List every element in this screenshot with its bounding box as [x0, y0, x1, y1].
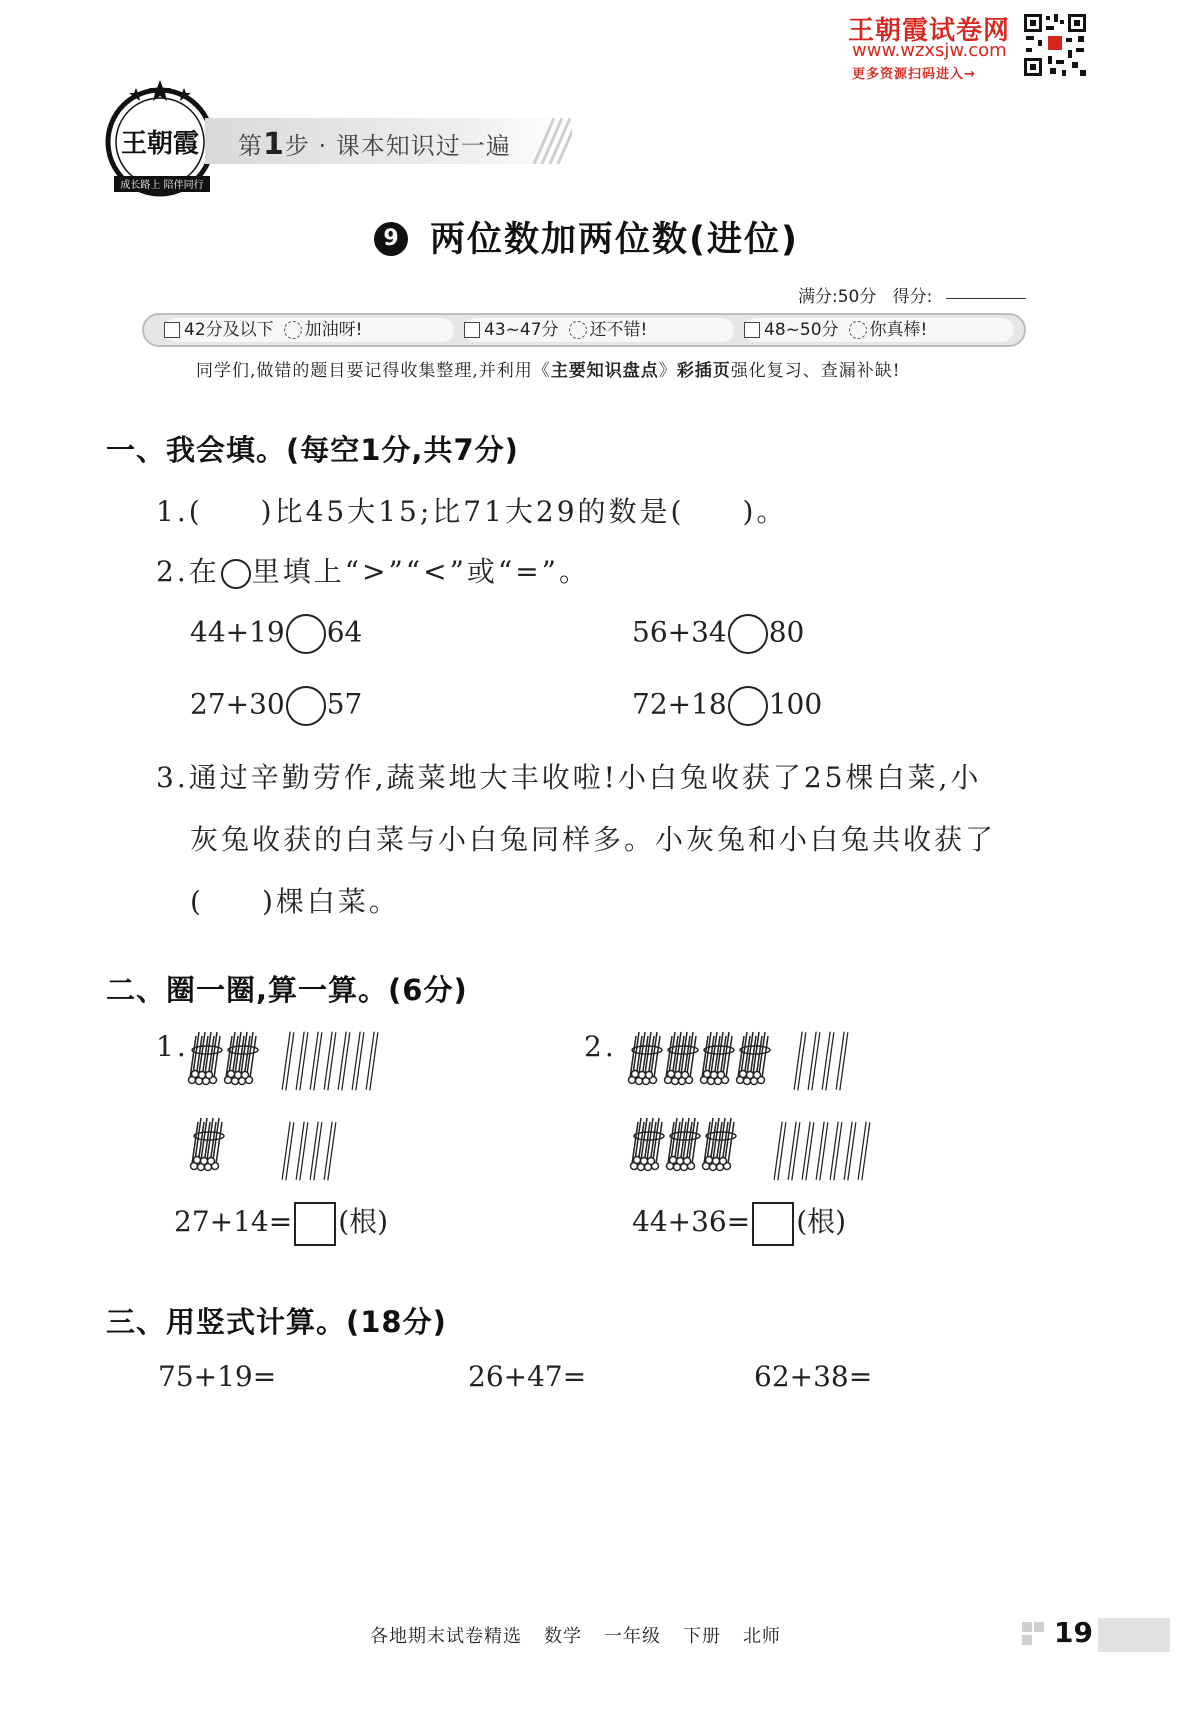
svg-text:王朝霞: 王朝霞 [120, 129, 200, 159]
page-title: 两位数加两位数(进位) [430, 220, 799, 260]
smiley-icon [569, 321, 587, 339]
score-input[interactable] [946, 298, 1026, 299]
section-3-heading: 三、用竖式计算。(18分) [106, 1305, 447, 1339]
rating-item: 42分及以下 加油呀! [164, 318, 454, 342]
answer-box[interactable] [752, 1202, 794, 1246]
question-1-3-line3: ( )棵白菜。 [190, 885, 400, 918]
stick-bundles-1 [186, 1024, 426, 1184]
question-1-1: 1.( )比45大15;比71大29的数是( )。 [156, 495, 788, 528]
score-label: 得分: [892, 287, 933, 307]
page-number: 19 [1054, 1616, 1093, 1649]
qr-code-icon[interactable] [1022, 12, 1088, 78]
vertical-calc-item[interactable]: 75+19= [158, 1360, 277, 1393]
page-number-bg [1098, 1618, 1170, 1652]
question-1-3-line2: 灰兔收获的白菜与小白兔同样多。小灰兔和小白兔共收获了 [190, 823, 997, 856]
rating-bar [142, 313, 1026, 347]
vertical-calc-item[interactable]: 26+47= [468, 1360, 587, 1393]
question-1-2: 2.在 里填上“>”“<”或“=”。 [156, 555, 590, 588]
comparison-item: 72+18 100 [632, 686, 822, 726]
page-corner-icon [1022, 1622, 1046, 1648]
lesson-number-badge: 9 [374, 222, 408, 256]
answer-box[interactable] [294, 1202, 336, 1246]
compare-circle[interactable] [286, 686, 326, 726]
rating-item: 48~50分 你真棒! [744, 318, 1014, 342]
smiley-icon [849, 321, 867, 339]
brand-tip: 更多资源扫码进入→ [852, 67, 976, 82]
comparison-item: 56+34 80 [632, 614, 804, 654]
footer-info: 各地期末试卷精选 数学 一年级 下册 北师 [370, 1626, 781, 1647]
step-label: 第1步 · 课本知识过一遍 [238, 127, 511, 162]
score-line [798, 282, 932, 307]
section-2-heading: 二、圈一圈,算一算。(6分) [106, 973, 468, 1007]
rating-checkbox[interactable] [744, 322, 760, 338]
circle-icon [221, 559, 251, 589]
svg-text:成长路上 陪伴同行: 成长路上 陪伴同行 [120, 180, 204, 191]
comparison-item: 27+30 57 [190, 686, 362, 726]
problem-2-1-number: 1. [156, 1030, 189, 1063]
compare-circle[interactable] [728, 686, 768, 726]
rating-item: 43~47分 还不错! [464, 318, 734, 342]
rating-checkbox[interactable] [464, 322, 480, 338]
compare-circle[interactable] [728, 614, 768, 654]
rating-checkbox[interactable] [164, 322, 180, 338]
problem-2-2-number: 2. [584, 1030, 617, 1063]
comparison-item: 44+19 64 [190, 614, 362, 654]
smiley-icon [284, 321, 302, 339]
full-score: 满分:50分 [798, 287, 877, 307]
banner-stripes-icon [520, 118, 572, 164]
problem-2-1-equation: 27+14= (根) [174, 1200, 388, 1246]
compare-circle[interactable] [286, 614, 326, 654]
vertical-calc-item[interactable]: 62+38= [754, 1360, 873, 1393]
brand-url[interactable]: www.wzxsjw.com [852, 40, 1007, 61]
problem-2-2-equation: 44+36= (根) [632, 1200, 846, 1246]
question-1-3-line1: 3.通过辛勤劳作,蔬菜地大丰收啦!小白兔收获了25棵白菜,小 [156, 761, 982, 794]
brand-name: 王朝霞试卷网 [848, 16, 1011, 46]
notice-text: 同学们,做错的题目要记得收集整理,并利用《主要知识盘点》彩插页强化复习、查漏补缺! [196, 361, 901, 381]
stick-bundles-2 [626, 1024, 896, 1184]
section-1-heading: 一、我会填。(每空1分,共7分) [106, 433, 519, 467]
